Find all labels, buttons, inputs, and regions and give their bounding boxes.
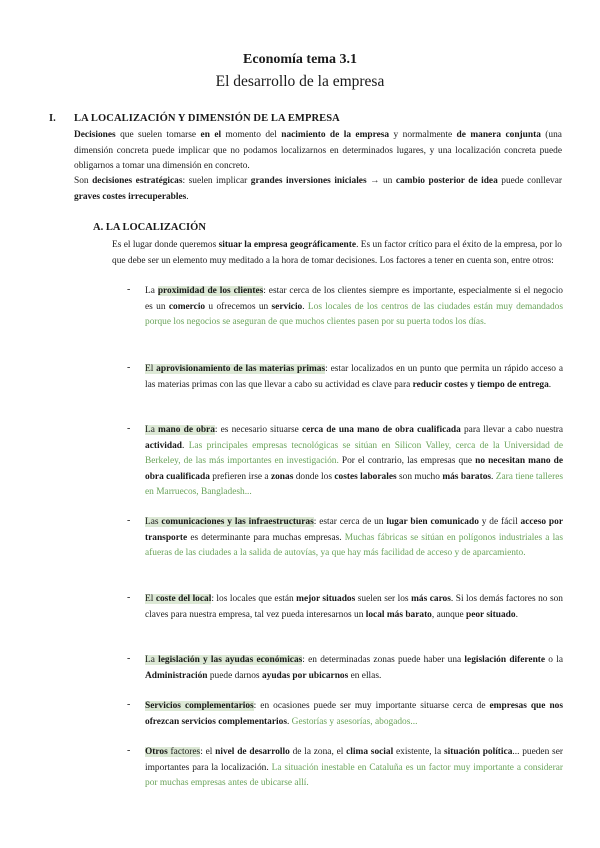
bullet-dash: - — [127, 592, 131, 603]
subsection-heading: A. LA LOCALIZACIÓN — [93, 222, 206, 233]
subsection-intro: Es el lugar donde queremos situar la empresa geográficamente. Es un factor crítico para el éxito de la empresa, por lo que debe ser un elemento muy meditado a la hora de tomar decisiones. Los factores a tener en cuenta son, entre otros: — [112, 240, 562, 266]
bullet-dash: - — [127, 515, 131, 526]
bullet-dash: - — [127, 745, 131, 756]
document-title: Economía tema 3.1 — [243, 52, 357, 67]
list-item-comunicaciones: Las comunicaciones y las infraestructuras: estar cerca de un lugar bien comunicado y de fácil acceso por transporte es determinante para muchas empresas. Muchas fábricas se sitúan en polígonos industriales a las afueras de las ciudades a la salida de autovías, ya que hay más facilidad de acceso y de aparcamiento. — [145, 517, 563, 558]
list-item-otros-factores: Otros factores: el nivel de desarrollo de la zona, el clima social existente, la situación política... pueden ser importantes para la localización. La situación inestable en Cataluña es un factor muy importante a considerar por muchas empresas antes de ubicarse allí. — [145, 747, 563, 788]
bullet-dash: - — [127, 699, 131, 710]
section-paragraph-2: Son decisiones estratégicas: suelen implicar grandes inversiones iniciales → un cambio posterior de idea puede conllevar graves costes irrecuperables. — [74, 176, 563, 202]
list-item-coste-local: El coste del local: los locales que están mejor situados suelen ser los más caros. Si los demás factores no son claves para nuestra empresa, tal vez pueda interesarnos un local más barato, aunque peor situado. — [145, 594, 563, 620]
document-subtitle: El desarrollo de la empresa — [215, 73, 385, 90]
bullet-dash: - — [127, 362, 131, 373]
section-heading: LA LOCALIZACIÓN Y DIMENSIÓN DE LA EMPRESA — [74, 113, 340, 124]
bullet-dash: - — [127, 284, 131, 295]
list-item-servicios-complementarios: Servicios complementarios: en ocasiones puede ser muy importante situarse cerca de empresas que nos ofrezcan servicios complementarios. Gestorías y asesorías, abogados... — [145, 701, 563, 727]
list-item-legislacion: La legislación y las ayudas económicas: en determinadas zonas puede haber una legislación diferente o la Administración puede darnos ayudas por ubicarnos en ellas. — [145, 655, 563, 681]
list-item-aprovisionamiento: El aprovisionamiento de las materias primas: estar localizados en un punto que permita un rápido acceso a las materias primas con las que llevar a cabo su actividad es clave para reducir costes y tiempo de entrega. — [145, 364, 563, 390]
bullet-dash: - — [127, 423, 131, 434]
section-number: I. — [49, 113, 56, 124]
list-item-mano-de-obra: La mano de obra: es necesario situarse cerca de una mano de obra cualificada para llevar a cabo nuestra actividad. Las principales empresas tecnológicas se sitúan en Silicon Valley, cerca de la Universidad de Berkeley, de las más importantes en investigación. Por el contrario, las empresas que no necesitan mano de obra cualificada prefieren irse a zonas donde los costes laborales son mucho más baratos. Zara tiene talleres en Marruecos, Bangladesh... — [145, 425, 564, 497]
section-paragraph-1: Decisiones que suelen tomarse en el momento del nacimiento de la empresa y normalmente de manera conjunta (una dimensión concreta puede implicar que no podamos localizarnos en determinados lugares, y una localización concreta puede obligarnos a tomar una dimensión en concreto. — [74, 130, 562, 171]
list-item-proximidad-clientes: La proximidad de los clientes: estar cerca de los clientes siempre es importante, especialmente si el negocio es un comercio u ofrecemos un servicio. Los locales de los centros de las ciudades están muy demandados porque los negocios se aseguran de que muchos clientes pasen por su puerta todos los días. — [145, 286, 563, 327]
bullet-dash: - — [127, 653, 131, 664]
